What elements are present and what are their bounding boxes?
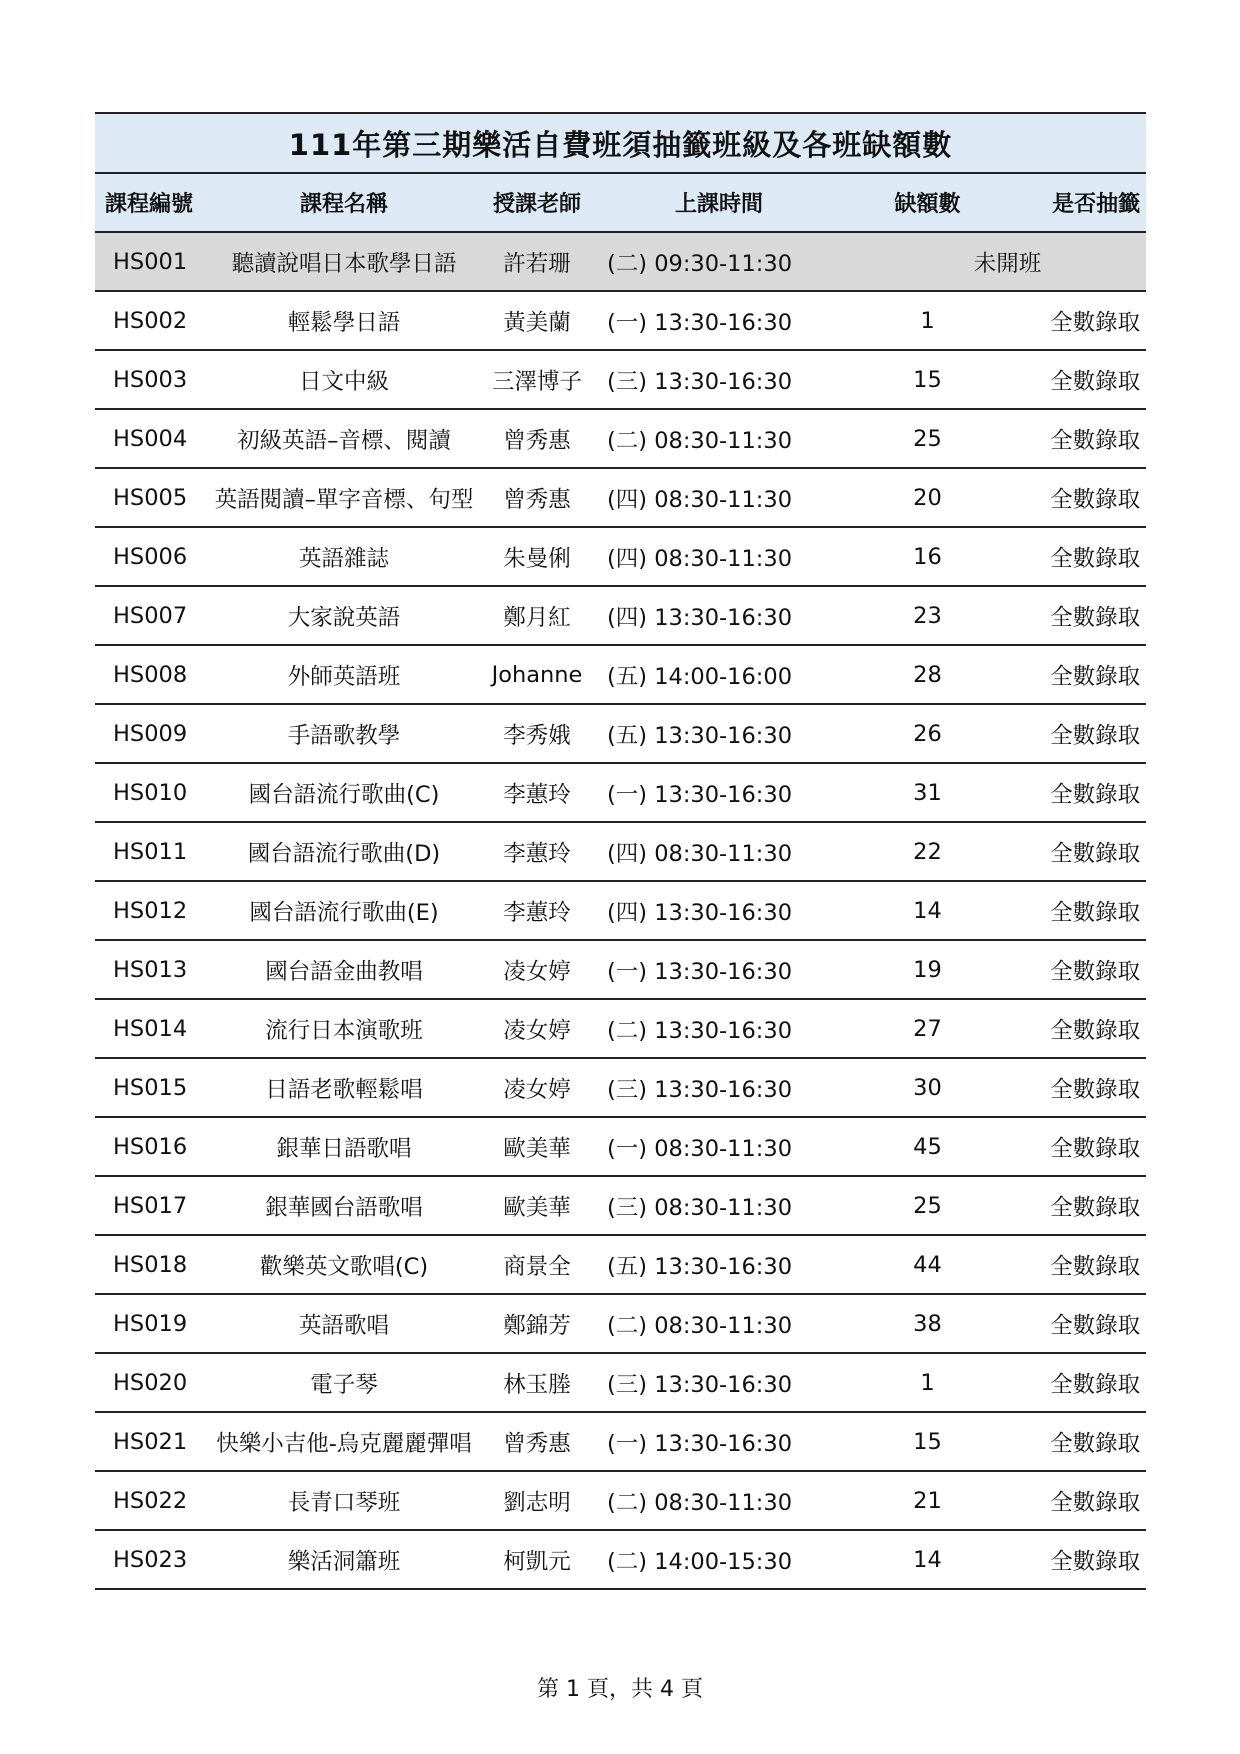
course-code: HS021 <box>95 1412 213 1471</box>
course-name: 輕鬆學日語 <box>213 291 475 350</box>
class-time: (二) 09:30-11:30 <box>599 232 839 291</box>
course-name: 大家說英語 <box>213 586 475 645</box>
vacancy-count: 25 <box>839 1176 996 1235</box>
class-time: (五) 13:30-16:30 <box>599 1235 839 1294</box>
teacher-name: 許若珊 <box>475 232 599 291</box>
lottery-status: 全數錄取 <box>996 468 1146 527</box>
table-row <box>95 1530 1146 1589</box>
table-row <box>95 1471 1146 1530</box>
teacher-name: 劉志明 <box>475 1471 599 1530</box>
class-time: (二) 13:30-16:30 <box>599 999 839 1058</box>
lottery-status: 全數錄取 <box>996 350 1146 409</box>
class-time: (一) 13:30-16:30 <box>599 940 839 999</box>
lottery-status: 全數錄取 <box>996 881 1146 940</box>
course-name: 快樂小吉他-烏克麗麗彈唱 <box>213 1412 475 1471</box>
class-time: (一) 08:30-11:30 <box>599 1117 839 1176</box>
lottery-status: 全數錄取 <box>996 940 1146 999</box>
table-row <box>95 704 1146 763</box>
class-time: (四) 13:30-16:30 <box>599 881 839 940</box>
class-time: (一) 13:30-16:30 <box>599 1412 839 1471</box>
table-row <box>95 586 1146 645</box>
teacher-name: 三澤博子 <box>475 350 599 409</box>
lottery-status: 全數錄取 <box>996 1176 1146 1235</box>
table-row <box>95 1235 1146 1294</box>
vacancy-count: 21 <box>839 1471 996 1530</box>
course-code: HS007 <box>95 586 213 645</box>
table-header-row <box>95 173 1146 232</box>
course-code: HS006 <box>95 527 213 586</box>
table-row <box>95 645 1146 704</box>
teacher-name: 商景全 <box>475 1235 599 1294</box>
course-name: 英語雜誌 <box>213 527 475 586</box>
table-row <box>95 409 1146 468</box>
table-row <box>95 468 1146 527</box>
teacher-name: 曾秀惠 <box>475 1412 599 1471</box>
teacher-name: 李秀娥 <box>475 704 599 763</box>
vacancy-count: 15 <box>839 1412 996 1471</box>
table-row <box>95 1117 1146 1176</box>
course-code: HS012 <box>95 881 213 940</box>
header-class-time: 上課時間 <box>599 173 839 232</box>
teacher-name: 歐美華 <box>475 1117 599 1176</box>
class-time: (三) 13:30-16:30 <box>599 350 839 409</box>
course-table <box>95 112 1146 1590</box>
course-name: 國台語流行歌曲(C) <box>213 763 475 822</box>
table-row <box>95 1353 1146 1412</box>
class-time: (五) 13:30-16:30 <box>599 704 839 763</box>
class-time: (四) 08:30-11:30 <box>599 822 839 881</box>
course-name: 日語老歌輕鬆唱 <box>213 1058 475 1117</box>
course-name: 外師英語班 <box>213 645 475 704</box>
course-name: 初級英語–音標、閱讀 <box>213 409 475 468</box>
course-name: 英語閱讀–單字音標、句型 <box>213 468 475 527</box>
vacancy-count: 45 <box>839 1117 996 1176</box>
lottery-status: 全數錄取 <box>996 1235 1146 1294</box>
teacher-name: 李蕙玲 <box>475 822 599 881</box>
table-row <box>95 999 1146 1058</box>
course-code: HS018 <box>95 1235 213 1294</box>
vacancy-count: 38 <box>839 1294 996 1353</box>
teacher-name: Johanne <box>475 645 599 704</box>
teacher-name: 林玉塍 <box>475 1353 599 1412</box>
vacancy-count: 28 <box>839 645 996 704</box>
lottery-status: 全數錄取 <box>996 645 1146 704</box>
course-code: HS010 <box>95 763 213 822</box>
teacher-name: 柯凱元 <box>475 1530 599 1589</box>
vacancy-count: 1 <box>839 1353 996 1412</box>
course-name: 手語歌教學 <box>213 704 475 763</box>
teacher-name: 曾秀惠 <box>475 468 599 527</box>
vacancy-count: 30 <box>839 1058 996 1117</box>
table-title-row <box>95 113 1146 173</box>
course-code: HS004 <box>95 409 213 468</box>
course-code: HS011 <box>95 822 213 881</box>
teacher-name: 凌女婷 <box>475 999 599 1058</box>
vacancy-count: 14 <box>839 881 996 940</box>
class-time: (二) 08:30-11:30 <box>599 409 839 468</box>
vacancy-count: 15 <box>839 350 996 409</box>
course-code: HS020 <box>95 1353 213 1412</box>
lottery-status: 全數錄取 <box>996 822 1146 881</box>
course-code: HS022 <box>95 1471 213 1530</box>
header-lottery: 是否抽籤 <box>996 173 1146 232</box>
course-name: 長青口琴班 <box>213 1471 475 1530</box>
lottery-status: 全數錄取 <box>996 409 1146 468</box>
lottery-status: 全數錄取 <box>996 1058 1146 1117</box>
header-course-code: 課程編號 <box>95 173 213 232</box>
lottery-status: 全數錄取 <box>996 763 1146 822</box>
class-time: (三) 13:30-16:30 <box>599 1058 839 1117</box>
table-row <box>95 1058 1146 1117</box>
course-name: 國台語金曲教唱 <box>213 940 475 999</box>
course-name: 銀華國台語歌唱 <box>213 1176 475 1235</box>
class-time: (四) 08:30-11:30 <box>599 527 839 586</box>
vacancy-count: 1 <box>839 291 996 350</box>
closed-note: 未開班 <box>839 232 1146 291</box>
course-code: HS009 <box>95 704 213 763</box>
teacher-name: 凌女婷 <box>475 1058 599 1117</box>
course-name: 英語歌唱 <box>213 1294 475 1353</box>
table-row <box>95 232 1146 291</box>
teacher-name: 李蕙玲 <box>475 881 599 940</box>
lottery-status: 全數錄取 <box>996 586 1146 645</box>
lottery-status: 全數錄取 <box>996 1353 1146 1412</box>
course-name: 電子琴 <box>213 1353 475 1412</box>
class-time: (三) 13:30-16:30 <box>599 1353 839 1412</box>
lottery-status: 全數錄取 <box>996 527 1146 586</box>
course-name: 銀華日語歌唱 <box>213 1117 475 1176</box>
vacancy-count: 27 <box>839 999 996 1058</box>
table-row <box>95 1294 1146 1353</box>
table-title: 111年第三期樂活自費班須抽籤班級及各班缺額數 <box>95 113 1146 173</box>
table-row <box>95 881 1146 940</box>
table-row <box>95 940 1146 999</box>
course-name: 日文中級 <box>213 350 475 409</box>
class-time: (一) 13:30-16:30 <box>599 291 839 350</box>
table-row <box>95 1176 1146 1235</box>
course-name: 國台語流行歌曲(E) <box>213 881 475 940</box>
course-name: 聽讀說唱日本歌學日語 <box>213 232 475 291</box>
vacancy-count: 22 <box>839 822 996 881</box>
class-time: (四) 13:30-16:30 <box>599 586 839 645</box>
class-time: (二) 08:30-11:30 <box>599 1294 839 1353</box>
class-time: (四) 08:30-11:30 <box>599 468 839 527</box>
class-time: (二) 14:00-15:30 <box>599 1530 839 1589</box>
class-time: (二) 08:30-11:30 <box>599 1471 839 1530</box>
course-name: 國台語流行歌曲(D) <box>213 822 475 881</box>
teacher-name: 黃美蘭 <box>475 291 599 350</box>
vacancy-count: 44 <box>839 1235 996 1294</box>
course-lottery-sheet <box>95 112 1146 1590</box>
course-code: HS015 <box>95 1058 213 1117</box>
course-code: HS023 <box>95 1530 213 1589</box>
vacancy-count: 20 <box>839 468 996 527</box>
course-name: 歡樂英文歌唱(C) <box>213 1235 475 1294</box>
course-code: HS001 <box>95 232 213 291</box>
class-time: (三) 08:30-11:30 <box>599 1176 839 1235</box>
lottery-status: 全數錄取 <box>996 291 1146 350</box>
vacancy-count: 23 <box>839 586 996 645</box>
course-code: HS016 <box>95 1117 213 1176</box>
table-row <box>95 822 1146 881</box>
lottery-status: 全數錄取 <box>996 999 1146 1058</box>
page-footer: 第 1 頁，共 4 頁 <box>537 1677 703 1702</box>
course-name: 流行日本演歌班 <box>213 999 475 1058</box>
vacancy-count: 14 <box>839 1530 996 1589</box>
teacher-name: 鄭錦芳 <box>475 1294 599 1353</box>
teacher-name: 歐美華 <box>475 1176 599 1235</box>
teacher-name: 鄭月紅 <box>475 586 599 645</box>
header-teacher: 授課老師 <box>475 173 599 232</box>
course-code: HS017 <box>95 1176 213 1235</box>
table-row <box>95 350 1146 409</box>
table-row <box>95 763 1146 822</box>
table-row <box>95 1412 1146 1471</box>
lottery-status: 全數錄取 <box>996 1412 1146 1471</box>
header-course-name: 課程名稱 <box>213 173 475 232</box>
course-code: HS002 <box>95 291 213 350</box>
lottery-status: 全數錄取 <box>996 1117 1146 1176</box>
vacancy-count: 31 <box>839 763 996 822</box>
vacancy-count: 16 <box>839 527 996 586</box>
header-vacancies: 缺額數 <box>839 173 996 232</box>
course-name: 樂活洞簫班 <box>213 1530 475 1589</box>
table-row <box>95 291 1146 350</box>
course-code: HS013 <box>95 940 213 999</box>
table-row <box>95 527 1146 586</box>
course-code: HS008 <box>95 645 213 704</box>
course-code: HS019 <box>95 1294 213 1353</box>
teacher-name: 曾秀惠 <box>475 409 599 468</box>
table-body <box>95 232 1146 1589</box>
course-code: HS005 <box>95 468 213 527</box>
teacher-name: 凌女婷 <box>475 940 599 999</box>
course-code: HS003 <box>95 350 213 409</box>
vacancy-count: 25 <box>839 409 996 468</box>
class-time: (一) 13:30-16:30 <box>599 763 839 822</box>
vacancy-count: 19 <box>839 940 996 999</box>
lottery-status: 全數錄取 <box>996 1530 1146 1589</box>
vacancy-count: 26 <box>839 704 996 763</box>
course-code: HS014 <box>95 999 213 1058</box>
lottery-status: 全數錄取 <box>996 1294 1146 1353</box>
class-time: (五) 14:00-16:00 <box>599 645 839 704</box>
teacher-name: 李蕙玲 <box>475 763 599 822</box>
lottery-status: 全數錄取 <box>996 1471 1146 1530</box>
lottery-status: 全數錄取 <box>996 704 1146 763</box>
teacher-name: 朱曼俐 <box>475 527 599 586</box>
